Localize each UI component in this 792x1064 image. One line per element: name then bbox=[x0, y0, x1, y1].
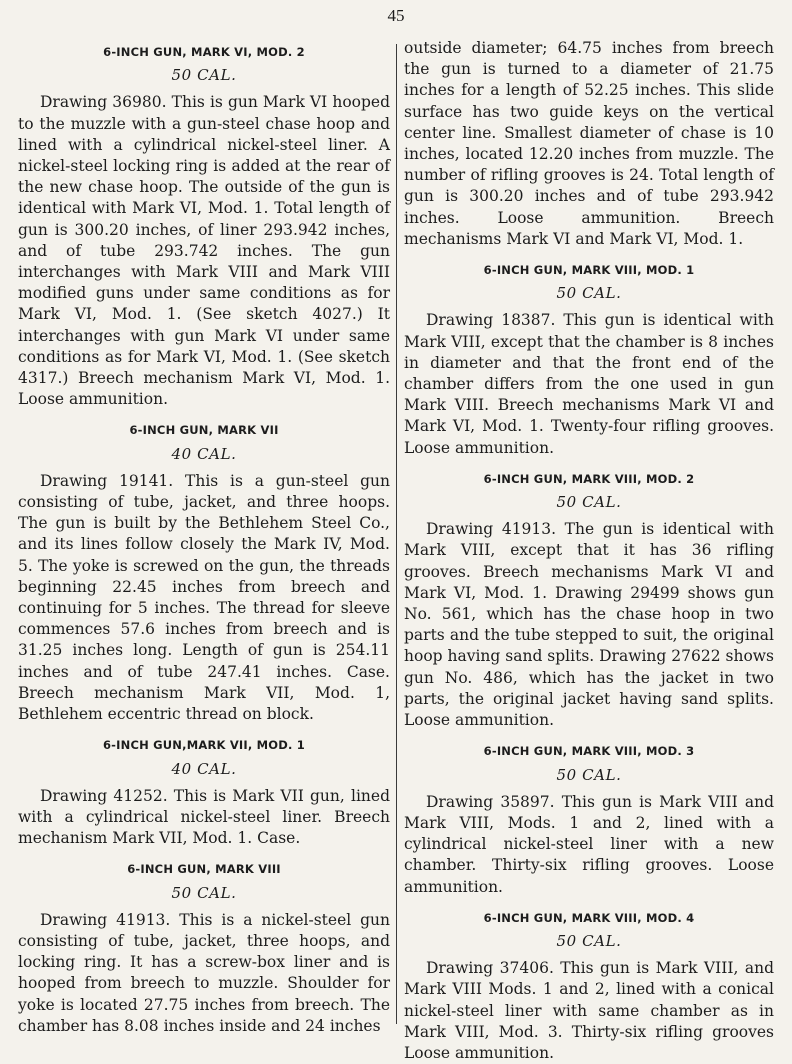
page-number: 45 bbox=[387, 6, 405, 25]
section-caliber: 50 CAL. bbox=[556, 493, 622, 512]
section-text: Drawing 35897. This gun is Mark VIII and Mark VIII, Mods. 1 and 2, lined with a cylindrical nickel-steel liner with a new chamber. Thirty-six rifling grooves. Loose ammunition. bbox=[404, 792, 774, 896]
section-text: Drawing 41252. This is Mark VII gun, lined with a cylindrical nickel-steel liner. Breech mechanism Mark VII, Mod. 1. Case. bbox=[18, 786, 390, 848]
section-text: Drawing 37406. This gun is Mark VIII, and Mark VIII Mods. 1 and 2, lined with a conical nickel-steel liner with same chamber as in Mark VIII, Mod. 3. Thirty-six rifling grooves Loose ammunition. bbox=[404, 959, 774, 1062]
section-text: Drawing 18387. This gun is identical with Mark VIII, except that the chamber is 8 inches in diameter and that the front end of the chamber differs from the one used in gun Mark VIII. Breech mechanisms Mark VI and Mark VI, Mod. 1. Twenty-four rifling grooves. Loose ammunition. bbox=[404, 311, 774, 457]
section-mark-vi-mod-2 bbox=[18, 42, 390, 410]
section-heading: 6-INCH GUN, MARK VIII, MOD. 1 bbox=[483, 263, 695, 278]
section-mark-vii bbox=[18, 420, 390, 725]
right-column bbox=[404, 38, 774, 1064]
section-text: Drawing 19141. This is a gun-steel gun consisting of tube, jacket, and three hoops. The gun is built by the Bethlehem Steel Co., and its lines follow closely the Mark IV, Mod. 5. The yoke is screwed on the gun, the threads beginning 22.45 inches from breech and continuing for 5 inches. The thread for sleeve commences 57.6 inches from breech and is 31.25 inches long. Length of gun is 254.11 inches and of tube 247.41 inches. Case. Breech mechanism Mark VII, Mod. 1, Bethlehem eccentric thread on block. bbox=[18, 471, 390, 724]
section-text: Drawing 41913. The gun is identical with Mark VIII, except that it has 36 rifling grooves. Breech mechanisms Mark VI and Mark VI, Mod. 1. Drawing 29499 shows gun No. 561, which has the chase hoop in two parts and the tube stepped to suit, the original hoop having sand splits. Drawing 27622 shows gun No. 486, which has the jacket in two parts, the original jacket having sand splits. Loose ammunition. bbox=[404, 520, 774, 730]
section-mark-vii-mod-1 bbox=[18, 735, 390, 849]
two-column-body bbox=[18, 38, 780, 1062]
section-caliber: 40 CAL. bbox=[171, 759, 237, 778]
section-mark-viii-mod-3 bbox=[404, 741, 774, 897]
section-text: Drawing 41913. This is a nickel-steel gun consisting of tube, jacket, three hoops, and locking ring. It has a screw-box liner and is hooped from breech to muzzle. Shoulder for yoke is located 27.75 inches from breech. The chamber has 8.08 inches inside and 24 inches bbox=[18, 910, 390, 1035]
section-heading: 6-INCH GUN, MARK VIII, MOD. 4 bbox=[483, 910, 695, 925]
section-mark-viii-mod-4 bbox=[404, 908, 774, 1064]
section-mark-viii-mod-1 bbox=[404, 260, 774, 459]
section-mark-viii-mod-2 bbox=[404, 469, 774, 731]
section-caliber: 50 CAL. bbox=[556, 284, 622, 303]
section-heading: 6-INCH GUN, MARK VI, MOD. 2 bbox=[103, 45, 305, 59]
section-heading: 6-INCH GUN,MARK VII, MOD. 1 bbox=[102, 738, 305, 753]
left-column bbox=[18, 38, 390, 1037]
section-heading: 6-INCH GUN, MARK VIII, MOD. 3 bbox=[483, 744, 695, 759]
section-caliber: 50 CAL. bbox=[171, 883, 237, 902]
section-mark-viii bbox=[18, 859, 390, 1037]
section-heading: 6-INCH GUN, MARK VIII bbox=[127, 862, 281, 877]
section-caliber: 50 CAL. bbox=[171, 66, 237, 85]
section-text: Drawing 36980. This is gun Mark VI hooped to the muzzle with a gun-steel chase hoop and lined with a cylindrical nickel-steel liner. A nickel-steel locking ring is added at the rear of the new chase hoop. The outside of the gun is identical with Mark VI, Mod. 1. Total length of gun is 300.20 inches, of liner 293.942 inches, and of tube 293.742 inches. The gun interchanges with Mark VIII and Mark VIII modified guns under same conditions as for Mark VI, Mod. 1. (See sketch 4027.) It interchanges with gun Mark VI under same conditions as for Mark VI, Mod. 1. (See sketch 4317.) Breech mechanism Mark VI, Mod. 1. Loose ammunition. bbox=[18, 93, 390, 409]
column-divider bbox=[396, 44, 397, 1024]
section-heading: 6-INCH GUN, MARK VIII, MOD. 2 bbox=[483, 471, 695, 486]
continued-text: outside diameter; 64.75 inches from breech the gun is turned to a diameter of 21.75 inches for a length of 52.25 inches. This slide surface has two guide keys on the vertical center line. Smallest diameter of chase is 10 inches, located 12.20 inches from muzzle. The number of rifling grooves is 24. Total length of gun is 300.20 inches and of tube 293.942 inches. Loose ammunition. Breech mechanisms Mark VI and Mark VI, Mod. 1. bbox=[404, 39, 774, 248]
section-caliber: 40 CAL. bbox=[171, 444, 237, 463]
section-caliber: 50 CAL. bbox=[556, 931, 622, 950]
section-heading: 6-INCH GUN, MARK VII bbox=[129, 423, 279, 438]
section-caliber: 50 CAL. bbox=[556, 765, 622, 784]
